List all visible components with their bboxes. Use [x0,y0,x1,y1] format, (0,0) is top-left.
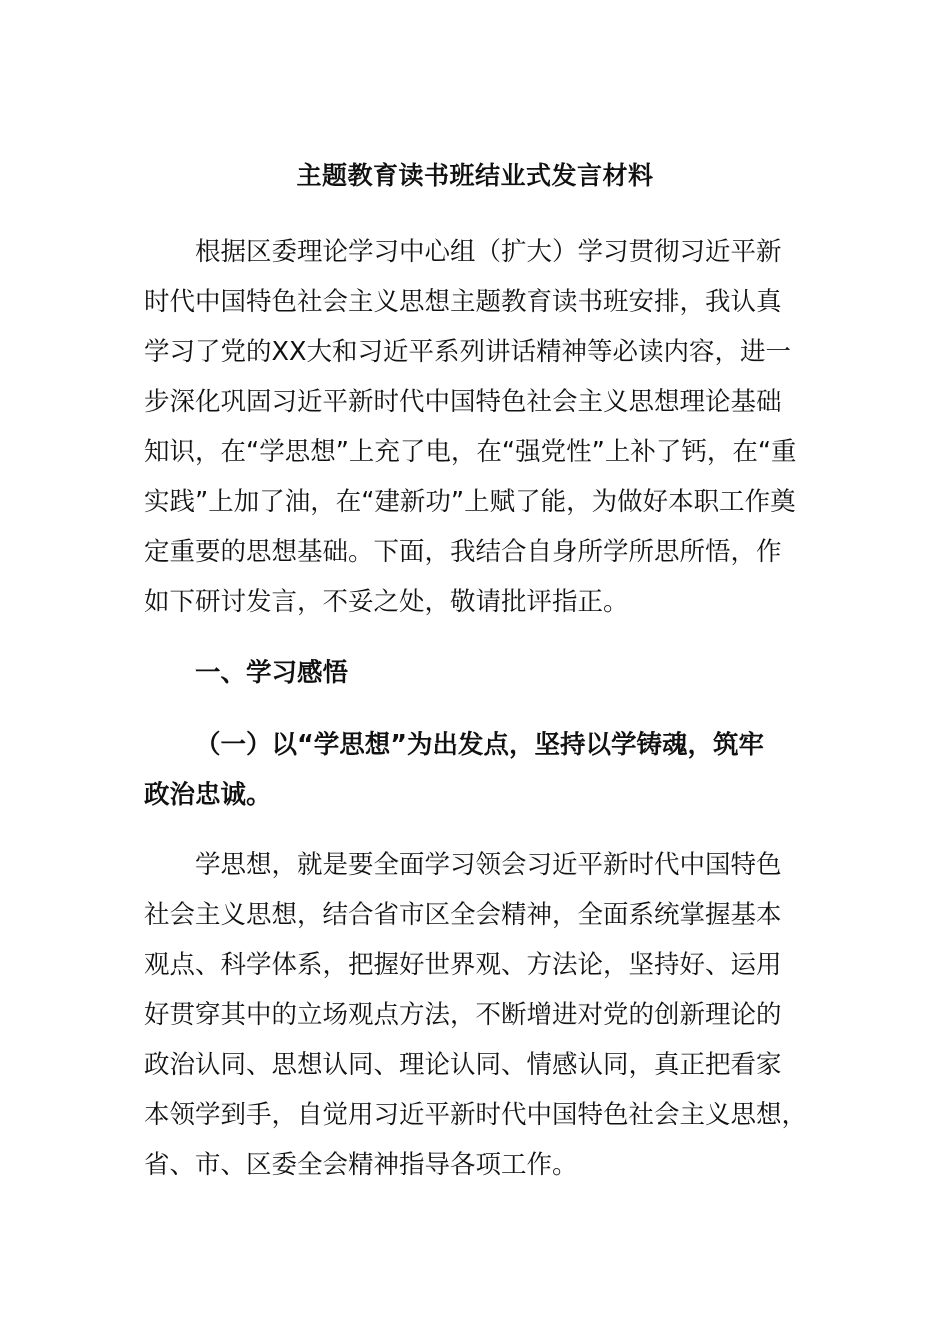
intro-line: 知识，在“学思想”上充了电，在“强党性”上补了钙，在“重 [144,437,797,467]
body-line: 政治认同、思想认同、理论认同、情感认同，真正把看家 [144,1050,782,1080]
subheading-line: 政治忠诚。 [144,780,272,810]
intro-line: 时代中国特色社会主义思想主题教育读书班安排，我认真 [144,287,782,317]
body-line: 好贯穿其中的立场观点方法，不断增进对党的创新理论的 [144,1000,782,1030]
body-line: 学思想，就是要全面学习领会习近平新时代中国特色 [195,850,782,880]
intro-line: 学习了党的XX大和习近平系列讲话精神等必读内容，进一 [144,337,791,367]
body-line: 观点、科学体系，把握好世界观、方法论，坚持好、运用 [144,950,782,980]
intro-line: 实践”上加了油，在“建新功”上赋了能，为做好本职工作奠 [144,487,796,517]
intro-line: 步深化巩固习近平新时代中国特色社会主义思想理论基础 [144,387,782,417]
body-line: 本领学到手，自觉用习近平新时代中国特色社会主义思想， [144,1100,808,1130]
intro-line: 如下研讨发言，不妥之处，敬请批评指正。 [144,587,629,617]
intro-line: 根据区委理论学习中心组（扩大）学习贯彻习近平新 [195,237,782,267]
intro-line: 定重要的思想基础。下面，我结合自身所学所思所悟，作 [144,537,782,567]
body-line: 省、市、区委全会精神指导各项工作。 [144,1150,578,1180]
section-heading: 一、学习感悟 [195,658,349,688]
document-title: 主题教育读书班结业式发言材料 [296,161,654,190]
subheading-line: （一）以“学思想”为出发点，坚持以学铸魂，筑牢 [195,730,765,760]
body-line: 社会主义思想，结合省市区全会精神，全面系统掌握基本 [144,900,782,930]
